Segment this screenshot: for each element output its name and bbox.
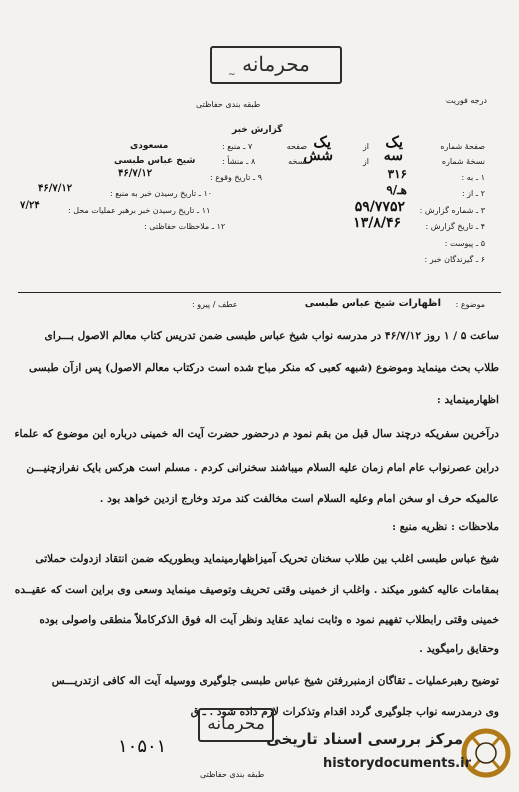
classification-label: طبقه بندی حفاظتی — [196, 100, 261, 109]
observations-heading: ملاحظات : نظریه منبع : — [392, 521, 499, 533]
source-received-value: ۴۶/۷/۱۲ — [38, 183, 73, 194]
stamp-bottom-text: محرمانه — [207, 714, 265, 734]
report-date-label: ۴ ـ تاریخ گزارش : — [425, 222, 485, 231]
origin-value: شیخ عباس طبسی — [114, 156, 196, 166]
page-of-value: یک — [313, 133, 331, 151]
header-separator — [18, 292, 501, 293]
leader-received-value: ۷/۲۴ — [20, 200, 40, 211]
copy-number-value: سه — [383, 148, 403, 164]
report-title: گزارش خبر — [232, 125, 283, 135]
copy-unit: نسخه — [288, 157, 307, 166]
confidential-stamp-bottom — [198, 708, 274, 742]
from-label: ۲ ـ از : — [461, 189, 485, 198]
to-value: ۳۱۶ — [387, 167, 407, 181]
report-date-value: ۱۳/۸/۴۶ — [353, 215, 401, 231]
handwritten-number: ۱۰۵۰۱ — [118, 736, 167, 757]
bottom-classification-label: طبقه بندی حفاظتی — [200, 770, 265, 779]
body-line: عالمیکه حرف او سخن امام وعلیه السلام است مخالفت کند مرتد وخارج ازدین خواهد بود . — [99, 493, 499, 505]
attachment-label: ۵ ـ پیوست : — [444, 239, 485, 248]
page-number-value: یک — [385, 133, 403, 151]
page-of-label: از — [362, 142, 369, 151]
recipients-label: ۶ ـ گیرندگان خبر : — [424, 255, 485, 264]
body-line: وی درمدرسه نواب جلوگیری گردد اقدام وتذکرات لازم داده شود . ـ ق — [190, 706, 499, 718]
page-unit: صفحه — [286, 142, 307, 151]
stamp-top-mark: ~ — [228, 70, 236, 80]
priority-label: درجه فوریت — [445, 96, 487, 105]
history-documents-logo — [266, 722, 511, 784]
to-label: ۱ ـ به : — [461, 173, 485, 182]
body-line: طلاب بحث مینماید وموضوع (شبهه کعبی که منکر مباح شده است درکتاب معالم الاصول) پس ازآن طبسی — [28, 362, 499, 374]
copy-number-label: نسخهٔ شماره — [441, 157, 485, 166]
report-number-label: ۳ ـ شماره گزارش : — [419, 206, 485, 215]
copy-of-label: از — [362, 157, 369, 166]
body-line: دراین عصرنواب عام امام زمان علیه السلام میباشند سخنرانی کردم . مسلم است هرکس بایک نفرازچنیـــن — [26, 462, 499, 474]
from-value: ۹/هـ — [386, 183, 407, 197]
source-value: مسعودی — [130, 141, 169, 151]
subject-label: موضوع : — [455, 300, 485, 309]
body-line: اظهارمینماید : — [436, 394, 499, 406]
security-notes-label: ۱۲ ـ ملاحظات حفاظتی : — [144, 222, 226, 231]
page-number-label: صفحهٔ شماره — [440, 142, 485, 151]
stamp-top-text: محرمانه — [242, 52, 310, 76]
body-line: درآخرین سفریکه درچند سال قبل من بقم نمود م درحضور حضرت آیت اله خمینی درباره این موضوع که علماء — [14, 428, 499, 440]
event-date-value: ۴۶/۷/۱۲ — [118, 168, 153, 179]
body-line: خمینی وقتی رابطلاب تفهیم نمود ه وثابت نماید عقاید ونظر آیت اله فوق الذکرکاملاً منطقی واصولی بوده — [39, 614, 499, 626]
source-received-label: ۱۰ ـ تاریخ رسیدن خبر به منبع : — [110, 189, 213, 198]
body-line: ساعت ۵ / ۱ روز ۴۶/۷/۱۲ در مدرسه نواب شیخ عباس طبسی ضمن تدریس کتاب معالم الاصول بـــرای — [44, 330, 499, 342]
watermark-line-1: مرکز بررسی اسناد تاریخی — [266, 730, 463, 748]
body-line: وحقایق رامیگوید . — [419, 643, 499, 655]
body-line: شیخ عباس طبسی اغلب بین طلاب سخنان تحریک آمیزاظهارمینماید وبطوریکه ضمن انتقاد ازدولت حملاتی — [35, 553, 499, 565]
watermark-line-2: historydocuments.ir — [322, 756, 471, 771]
event-date-label: ۹ ـ تاریخ وقوع : — [210, 173, 263, 182]
origin-label: ۸ ـ منشأ : — [222, 157, 256, 166]
body-line: توضیح رهبرعملیات ـ تقاگان ازمنبررفتن شیخ عباس طبسی جلوگیری ووسیله آیت اله کافی ازتدریـــس — [51, 675, 499, 687]
leader-received-label: ۱۱ ـ تاریخ رسیدن خبر برهبر عملیات محل : — [68, 206, 211, 215]
report-number-value: ۵۹/۷۷۵۲ — [354, 199, 405, 215]
copy-of-value: شش — [303, 148, 333, 164]
follow-label: عطف / پیرو : — [192, 300, 238, 309]
source-label: ۷ ـ منبع : — [222, 142, 253, 151]
body-line: بمقامات عالیه کشور میکند . واغلب از خمینی وقتی تحریف وتوصیف مینماید وسعی وی براین است که عقیــده — [14, 584, 499, 596]
subject-value: اظهارات شیخ عباس طبسی — [304, 298, 441, 309]
